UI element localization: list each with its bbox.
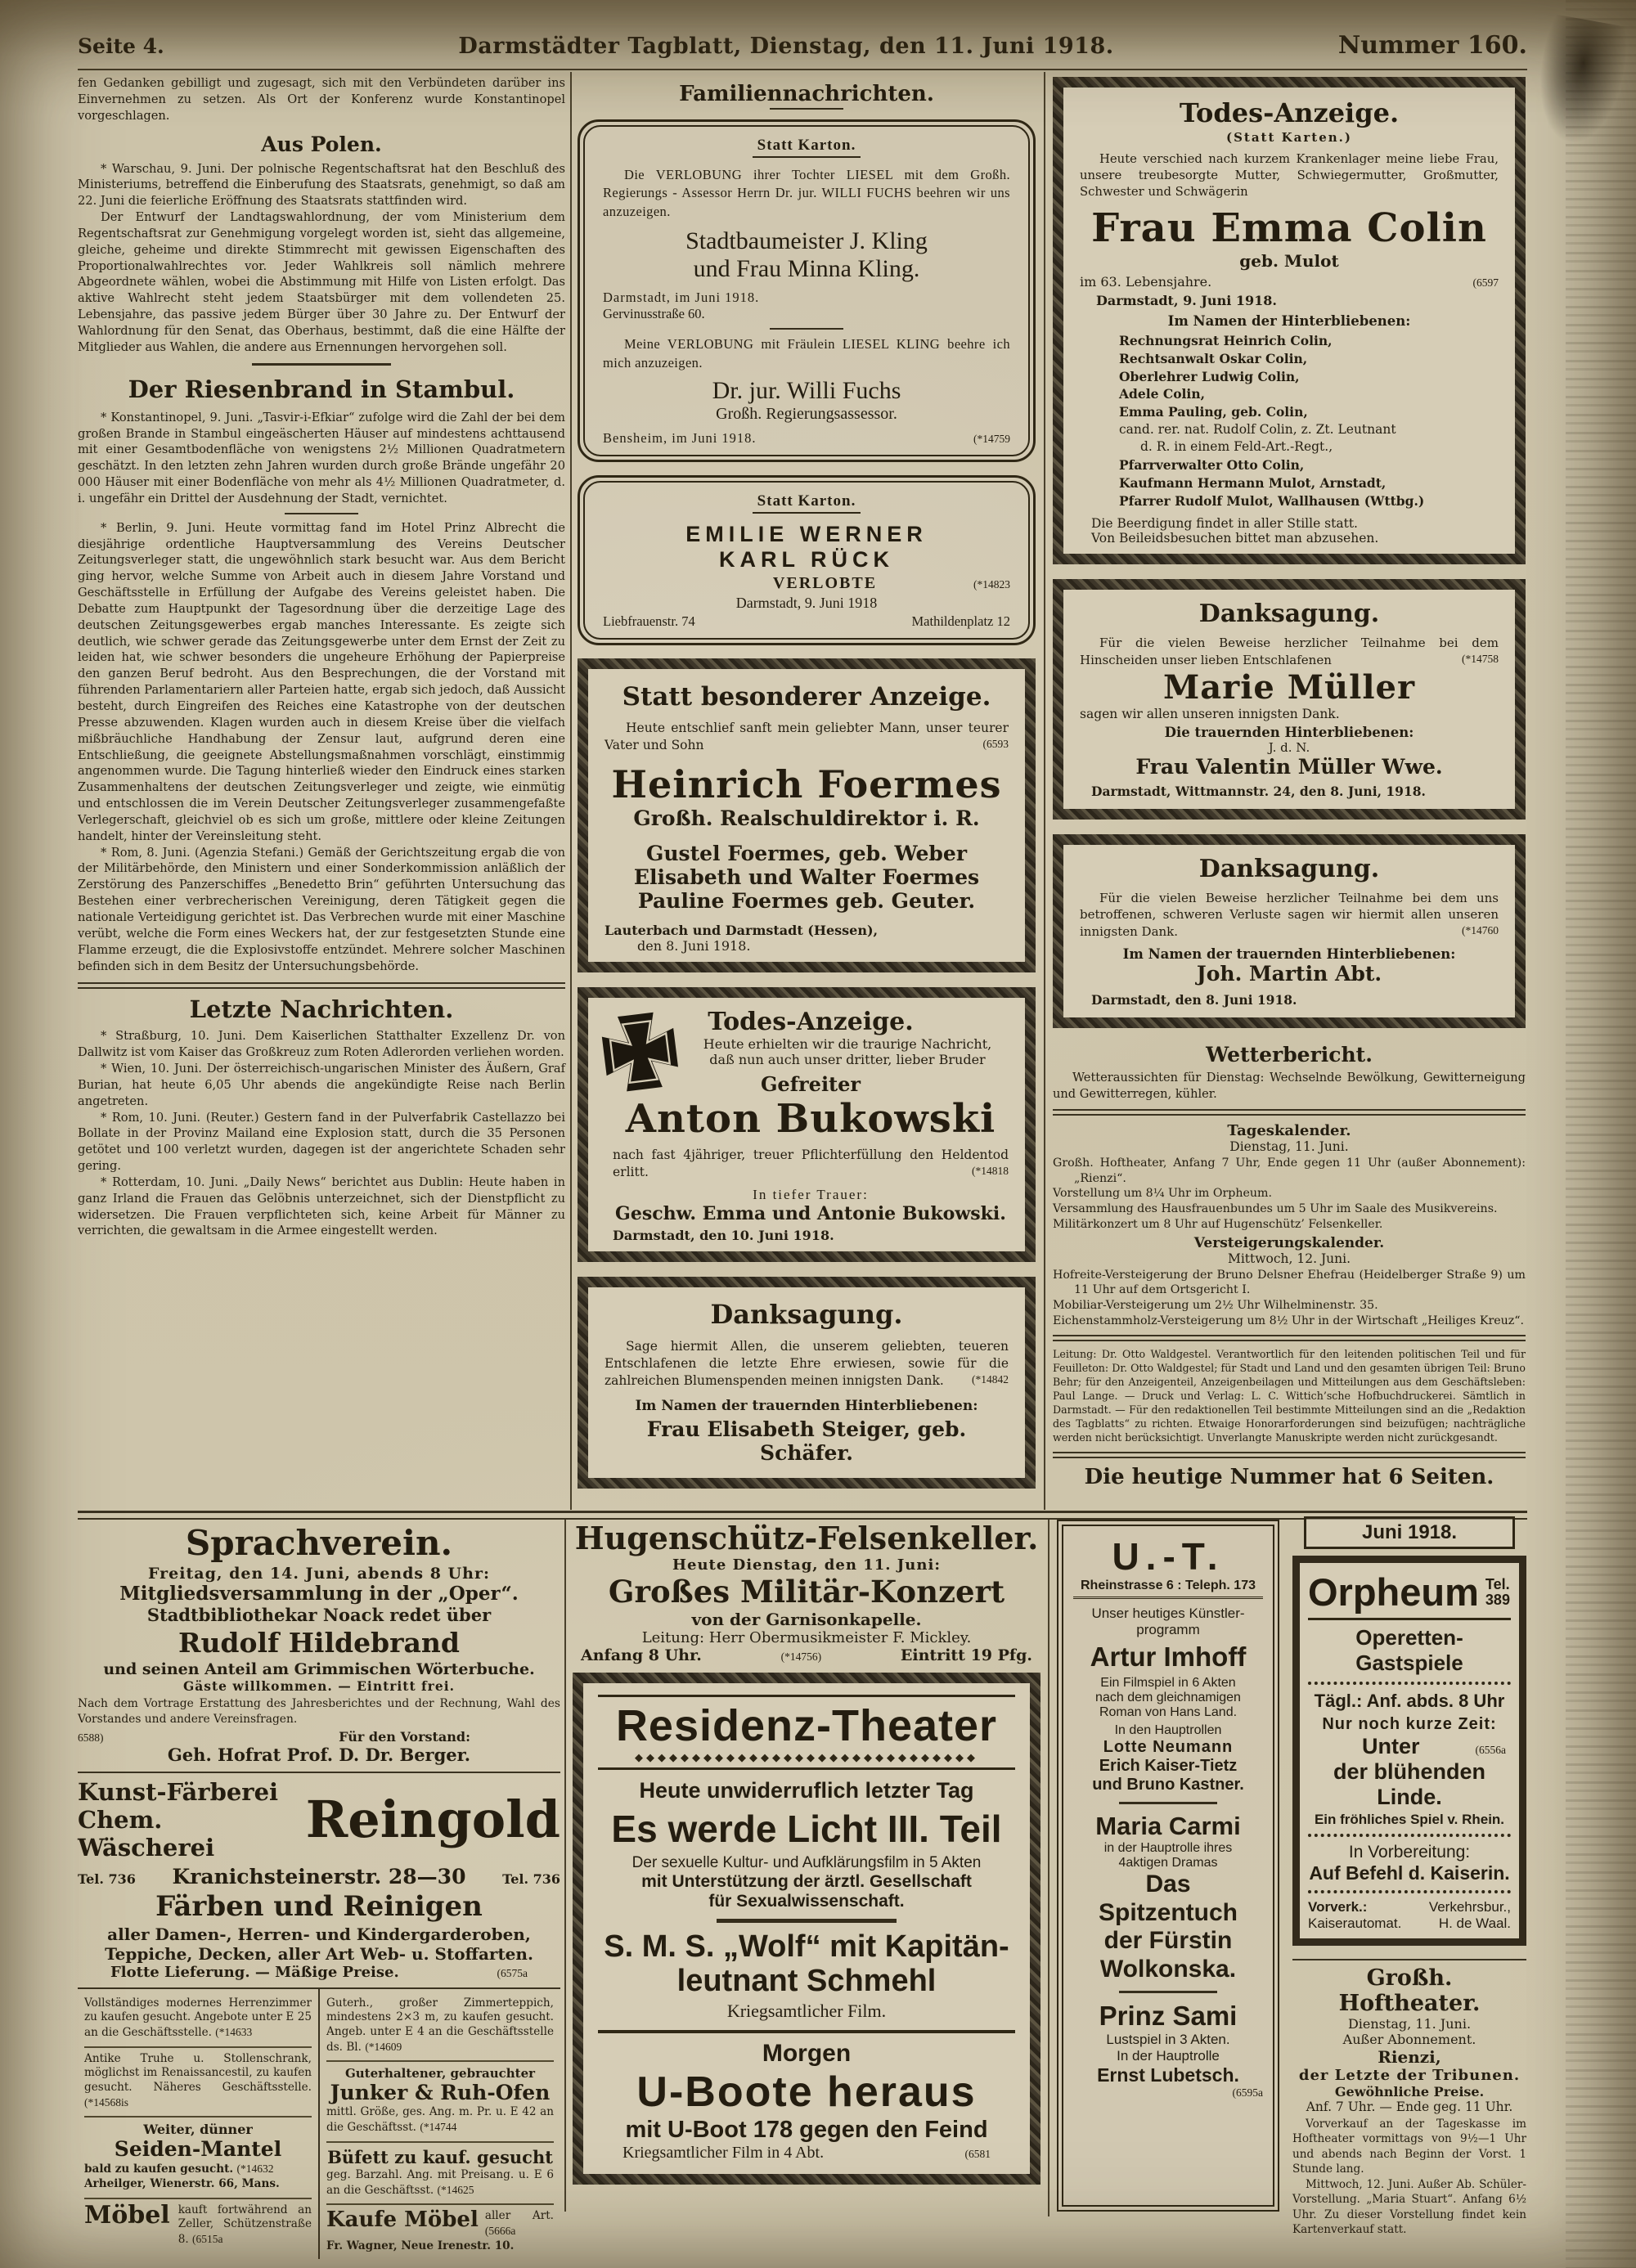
ad-residenz-theater — [573, 1673, 1040, 2185]
adjacent-page-text-fragments — [1566, 0, 1636, 2268]
classified-item: Weiter, dünner Seiden-Mantel bald zu kaufen gesucht. (*14632 Arheilger, Wienerstr. 66, Mans. — [84, 2118, 312, 2199]
calendar-entry: Hofreite-Versteigerung der Bruno Delsner Ehefrau (Heidelberger Straße 9) um 11 Uhr auf dem Ortsgericht I. — [1053, 1268, 1526, 1297]
divider — [78, 982, 565, 989]
adjacent-page-edge — [1526, 0, 1636, 2268]
thanks-notice-steiger — [578, 1277, 1036, 1489]
column-divider — [570, 72, 572, 1510]
classified-item: Möbel kauft fortwährend an Zeller, Schützenstraße 8. (6515a — [84, 2200, 312, 2247]
ad-date: Dienstag, 11. Juni. — [1347, 2016, 1472, 2032]
ad-line: In den Hauptrollen — [1114, 1723, 1222, 1737]
ad-code: 6588) — [78, 1731, 104, 1744]
ad-line: 4aktigen Dramas — [1118, 1856, 1218, 1870]
notice-place: Darmstadt, 9. Juni 1918 — [735, 595, 878, 612]
film-title: leutnant Schmehl — [676, 1963, 937, 1998]
play-title: der blühenden Linde. — [1333, 1759, 1485, 1809]
phone: Tel. 736 — [502, 1871, 560, 1887]
calendar-entry: Versammlung des Hausfrauenbundes um 5 Uhr im Saale des Musikvereins. — [1053, 1202, 1498, 1216]
calendar-date: Dienstag, 11. Juni. — [1229, 1138, 1349, 1154]
classified-item: Büfett zu kauf. gesucht geg. Barzahl. Ang. mit Preisang. u. E 6 an die Geschäftsst. (*14625 — [326, 2143, 554, 2205]
news-column — [78, 75, 565, 1239]
relative: d. R. in einem Feld-Art.-Regt., — [1140, 439, 1333, 455]
ad-time: Tägl.: Anf. abds. 8 Uhr — [1314, 1691, 1505, 1711]
calendar-title: Tageskalender. — [1227, 1121, 1351, 1139]
funeral-note: Von Beileidsbesuchen bittet man abzusehen. — [1091, 531, 1379, 546]
ad-hoftheater — [1292, 1959, 1526, 2238]
section-title-wetterbericht: Wetterbericht. — [1206, 1043, 1373, 1067]
death-notice-colin — [1053, 77, 1526, 564]
classified-item: Guterhaltener, gebrauchter Junker & Ruh-Ofen mittl. Größe, ges. Ang. m. Pr. u. E 42 an die Geschäftsst. (*14744 — [326, 2062, 554, 2143]
ad-ut-kino — [1057, 1520, 1279, 2212]
notice-text: nach fast 4jähriger, treuer Pflichterfüllung den Heldentod erlitt. (*14818 — [613, 1147, 1009, 1180]
ad-line: in der Hauptrolle ihres — [1103, 1841, 1233, 1855]
thanks-notice-mueller — [1053, 579, 1526, 820]
ad-line: Roman von Hans Land. — [1099, 1705, 1238, 1719]
theater-name: Orpheum — [1308, 1570, 1479, 1614]
ad-price: Eintritt 19 Pfg. — [900, 1646, 1032, 1664]
ad-signer: Geh. Hofrat Prof. D. Dr. Berger. — [167, 1744, 471, 1765]
initials-line: J. d. N. — [1268, 739, 1310, 755]
notice-subheader: (Statt Karten.) — [1225, 130, 1352, 145]
ad-line: Freitag, den 14. Juni, abends 8 Uhr: — [148, 1565, 490, 1583]
ad-line: Kunst-Färberei — [78, 1777, 279, 1806]
mourning-line: Die trauernden Hinterbliebenen: — [1164, 724, 1414, 740]
ad-service: Färben und Reinigen — [155, 1889, 483, 1923]
calendar-entry: Eichenstammholz-Versteigerung um 8½ Uhr in der Wirtschaft „Heiliges Kreuz“. — [1053, 1314, 1524, 1327]
auction-calendar-title: Versteigerungskalender. — [1193, 1234, 1385, 1251]
relative: Oberlehrer Ludwig Colin, — [1119, 368, 1300, 384]
ad-code: (6593 — [982, 738, 1009, 751]
divider — [1308, 1890, 1511, 1893]
classified-item: Guterh., großer Zimmerteppich, mindestens 2×3 m, zu kaufen gesucht. Angeb. unter E 4 an die Geschäftsstelle ds. Bl. (*14609 — [326, 1992, 554, 2063]
classified-item: Antike Truhe u. Stollenschrank, möglichst im Renaissancestil, zu kaufen gesucht. Näheres Geschäftsstelle. (*14568is — [84, 2048, 312, 2118]
paragraph: * Konstantinopel, 9. Juni. „Tasvir-i-Efkiar“ zufolge wird die Zahl der bei dem großen Brande in Stambul eingeäscherten Häuser auf mindestens achttausend mit einer Gesamtbodenfläche von wenigstens 2½ Millionen Quadratmetern geschätzt. In den letzten zehn Jahren wurden durch große Brände ungefähr 20 000 Häuser mit einer Bodenfläche von mehr als 4½ Millionen Quadratmeter, d. i. ungefähr ein Drittel der Ausdehnung der Stadt, vernichtet. — [78, 410, 565, 505]
ad-code: (*14759 — [973, 433, 1010, 446]
ad-line: Vorverk.: — [1308, 1899, 1368, 1915]
theater-name: Großh. Hoftheater. — [1338, 1965, 1481, 2016]
page-number: Seite 4. — [78, 34, 164, 58]
relative: Kaufmann Hermann Mulot, Arnstadt, — [1119, 474, 1387, 491]
ad-code: (*14758 — [1462, 652, 1499, 665]
mourner: Frau Elisabeth Steiger, geb. Schäfer. — [646, 1417, 967, 1465]
person-name: KARL RÜCK — [719, 547, 894, 573]
notice-text: Für die vielen Beweise herzlicher Teilnahme bei dem Hinscheiden unser lieben Entschlafenen (*14758 — [1080, 635, 1499, 667]
ad-line: In Vorbereitung: — [1348, 1843, 1471, 1862]
ad-line: Operetten-Gastspiele — [1355, 1625, 1463, 1675]
divider — [1308, 1682, 1511, 1685]
ad-line: Ein fröhliches Spiel v. Rhein. — [1314, 1812, 1505, 1827]
ad-line: Kriegsamtlicher Film in 4 Abt. — [622, 2143, 825, 2162]
notice-header: Statt Karton. — [753, 492, 861, 514]
mourning-line: In tiefer Trauer: — [753, 1186, 869, 1202]
divider — [770, 108, 843, 110]
ad-line: Teppiche, Decken, aller Art Web- u. Stoffarten. — [105, 1943, 533, 1964]
ad-code: (*14633 — [215, 2025, 253, 2038]
relative: Emma Pauling, geb. Colin, — [1119, 404, 1308, 420]
film-title: der Fürstin — [1103, 1927, 1233, 1954]
star-name: Artur Imhoff — [1090, 1641, 1247, 1672]
ad-person-name: Rudolf Hildebrand — [178, 1627, 460, 1659]
month-header: Juni 1918. — [1304, 1516, 1515, 1549]
ad-line: von der Garnisonkapelle. — [691, 1610, 922, 1629]
person-name: EMILIE WERNER — [685, 522, 928, 547]
notice-text: Sage hiermit Allen, die unserem geliebten, teueren Entschlafenen die letzte Ehre erwiesen, sowie für die zahlreichen Blumenspenden meinen innigsten Dank. (*14842 — [605, 1338, 1009, 1388]
announcer-title: Großh. Regierungsassessor. — [716, 405, 897, 424]
notice-place: Darmstadt, den 8. Juni 1918. — [1091, 992, 1297, 1008]
ad-line: Kriegsamtlicher Film. — [726, 2000, 887, 2021]
star-name: Prinz Sami — [1099, 2001, 1238, 2031]
notice-header: Todes-Anzeige. — [708, 1008, 914, 1037]
thanks-notice-abt — [1053, 834, 1526, 1028]
classifieds-right — [318, 1989, 560, 2260]
calendar-entry: Vorstellung um 8¼ Uhr im Orpheum. — [1053, 1187, 1272, 1201]
ad-code: (6556a — [1475, 1744, 1506, 1756]
ad-line: Heute unwiderruflich letzter Tag — [639, 1778, 974, 1803]
ad-line: aller Damen-, Herren- und Kindergarderoben, — [107, 1924, 531, 1944]
notice-text: Heute erhielten wir die traurige Nachricht, — [703, 1036, 992, 1053]
notice-place: Lauterbach und Darmstadt (Hessen), — [605, 923, 879, 939]
deceased-title: Großh. Realschuldirektor i. R. — [633, 806, 980, 831]
ornament-row: ◆◆◆◆◆◆◆◆◆◆◆◆◆◆◆◆◆◆◆◆◆◆◆◆◆◆◆◆◆◆ — [635, 1751, 978, 1763]
in-name-line: Im Namen der trauernden Hinterbliebenen: — [635, 1397, 978, 1414]
family-notices-column — [578, 79, 1036, 1503]
mourner: Elisabeth und Walter Foermes — [633, 865, 980, 890]
ad-line: für Sexualwissenschaft. — [708, 1892, 905, 1911]
weather-text: Wetteraussichten für Dienstag: Wechselnde Bewölkung, Gewitterneigung und Gewitterregen, kühler. — [1053, 1071, 1526, 1101]
engagement-notice-kling-fuchs — [578, 119, 1036, 462]
film-title: Es werde Licht III. Teil — [611, 1808, 1002, 1850]
ad-line: Gewöhnliche Preise. — [1334, 2084, 1485, 2100]
imprint: Leitung: Dr. Otto Waldgestel. Verantwortlich für den leitenden politischen Teil und für Feuilleton: Dr. Otto Waldgestel; für Stadt und Land und den gesamten übrigen Teil: Bruno Behr; für den Anzeigenteil, Anzeigenbeilagen und Mitteilungen aus dem Geschäftsleben: Paul Lange. — Druck und Verlag: L. C. Wittich’sche Hofbuchdruckerei. Sämtlich in Darmstadt. — Für den redaktionellen Teil bestimmte Mitteilungen sind an die „Redaktion des Tagblatts“ zu richten. Etwaige Honorarforderungen sind beizufügen; nachträgliche werden nicht berücksichtigt. Unverlangte Manuskripte werden nicht zurückgesandt. — [1053, 1348, 1526, 1444]
divider — [1053, 1335, 1526, 1341]
bottom-left-ads — [78, 1523, 560, 2259]
ad-line: mit U-Boot 178 gegen den Feind — [625, 2116, 988, 2143]
relative: Adele Colin, — [1119, 386, 1205, 402]
ad-line: Verkehrsbur., — [1428, 1899, 1511, 1915]
play-title: Auf Befehl d. Kaiserin. — [1309, 1862, 1510, 1884]
mourner: Pauline Foermes geb. Geuter. — [637, 889, 976, 914]
ad-text: Mittwoch, 12. Juni. Außer Ab. Schüler-Vorstellung. „Maria Stuart“. Anfang 6½ Uhr. Zu dieser Vorstellung findet kein Kartenverkauf statt. — [1292, 2177, 1526, 2237]
notice-header: Todes-Anzeige. — [1179, 97, 1400, 128]
relative: Pfarrer Rudolf Mulot, Wallhausen (Wttbg.) — [1119, 492, 1425, 509]
address: Mathildenplatz 12 — [911, 613, 1010, 630]
in-name-line: Im Namen der Hinterbliebenen: — [1167, 313, 1411, 330]
ad-time: Anf. 7 Uhr. — Ende geg. 11 Uhr. — [1306, 2100, 1513, 2114]
in-name-line: Im Namen der trauernden Hinterbliebenen: — [1122, 946, 1456, 963]
column-divider — [564, 1520, 566, 2212]
ad-reingold — [78, 1778, 560, 1981]
divider — [1119, 1991, 1217, 1993]
address: Rheinstrasse 6 : Teleph. 173 — [1073, 1579, 1263, 1599]
ad-line: und seinen Anteil am Grimmischen Wörterbuche. — [103, 1660, 535, 1678]
notice-place: Darmstadt, im Juni 1918. — [603, 290, 760, 306]
ad-line: Nur noch kurze Zeit: — [1322, 1715, 1497, 1733]
ad-code: (6597 — [1472, 276, 1499, 290]
notice-text: Heute verschied nach kurzem Krankenlager meine liebe Frau, unsere treubesorgte Mutter, Schwiegermutter, Großmutter, Schwester und Schwägerin — [1080, 152, 1499, 200]
address: Liebfrauenstr. 74 — [603, 613, 695, 630]
ad-time: Anfang 8 Uhr. — [581, 1646, 702, 1664]
divider — [1053, 1452, 1526, 1458]
notice-text: sagen wir allen unseren innigsten Dank. — [1080, 706, 1340, 721]
death-notice-foermes — [578, 658, 1036, 972]
ad-line: Stadtbibliothekar Noack redet über — [146, 1605, 492, 1625]
bottom-middle-ads — [573, 1520, 1040, 2199]
paragraph: * Rom, 8. Juni. (Agenzia Stefani.) Gemäß der Gerichtszeitung ergab die von der Militärbehörde, den Ministern und einer Sonderkommission anläßlich der Zerstörung des Panzerschiffes „Benedetto Brin“ geführten Untersuchung das Bestehen einer verbrecherischen Vereinigung, deren Tätigkeit gegen die nationale Verteidigung gerichtet ist. Das Verbrechen wurde mit einer Maschine verübt, welche die Form eines Weckers hat, der zur festgesetzten Stunde eine Flamme erzeugt, die die Explosivstoffe entzündet. Mehrere solcher Maschinen befinden sich in dem Besitz der Untersuchungsbehörde. — [78, 845, 565, 973]
play-title: Rienzi, — [1378, 2047, 1441, 2067]
relative: Rechnungsrat Heinrich Colin, — [1119, 333, 1333, 349]
notice-header: Danksagung. — [710, 1298, 903, 1330]
ad-code: (*14760 — [1462, 923, 1499, 936]
deceased-rank: Gefreiter — [760, 1072, 861, 1097]
divider — [285, 513, 358, 514]
section-title-familiennachrichten: Familiennachrichten. — [679, 82, 934, 106]
right-column — [1053, 77, 1526, 1491]
divider — [78, 1772, 560, 1773]
maiden-name: geb. Mulot — [1239, 251, 1339, 272]
bottom-right-ads — [1292, 1516, 1526, 2238]
mourner: Frau Valentin Müller Wwe. — [1135, 754, 1443, 779]
paragraph: fen Gedanken gebilligt und zugesagt, sich mit den Verbündeten darüber ins Einvernehmen zu setzen. Als Ort der Konferenz wurde Konstantinopel vorgeschlagen. — [78, 76, 565, 123]
ad-code: (6575a — [497, 1966, 528, 1979]
notice-text: daß nun auch unser dritter, lieber Bruder — [709, 1052, 986, 1068]
notice-header: Danksagung. — [1198, 600, 1380, 629]
paragraph: * Warschau, 9. Juni. Der polnische Regentschaftsrat hat den Beschluß des Ministeriums, betreffend die Einberufung des Staatsrats, genehmigt, so daß am 22. Juni die feierliche Eröffnung des Staatsrats stattfinden wird. — [78, 161, 565, 209]
classifieds — [78, 1987, 560, 2260]
notice-text: Für die vielen Beweise herzlicher Teilnahme bei dem uns betroffenen, schweren Verluste sagen wir hiermit allen unseren innigsten Dank. (*14760 — [1080, 890, 1499, 939]
engagement-notice-werner-rueck — [578, 475, 1036, 645]
ad-text: Vorverkauf an der Tageskasse im Hoftheater vormittags von 9½—1 Uhr und abends nach Beginn der Vorst. 1 Stunde lang. — [1292, 2118, 1526, 2176]
paragraph: * Wien, 10. Juni. Der österreichisch-ungarischen Minister des Äußern, Graf Burian, hat heute 6,05 Uhr abends die angekündigte Reise nach Berlin angetreten. — [78, 1062, 565, 1108]
notice-text: Heute entschlief sanft mein geliebter Mann, unser teurer Vater und Sohn (6593 — [605, 721, 1009, 753]
calendar-entry: Militärkonzert um 8 Uhr auf Hugenschütz’ Felsenkeller. — [1053, 1217, 1383, 1231]
ad-line: mit Unterstützung der ärztl. Gesellschaft — [641, 1872, 972, 1891]
calendar-entry: Mobiliar-Versteigerung um 2½ Uhr Wilhelminenstr. 35. — [1053, 1298, 1378, 1312]
paragraph: Der Entwurf der Landtagswahlordnung, der vom Ministerium dem Regentschaftsrat zur Genehmigung vorgelegt worden ist, sieht das allgemeine, gleiche, geheime und direkte Stimmrecht mit gewissen Eigenschaften des Proportionalwahlrechtes vor. Jeder Wahlkreis soll nämlich mehrere Abgeordnete wählen, wobei die Abstimmung mit Hilfe von Listen erfolgt. Das aktive Wahlrecht steht jedem Staatsbürger mit dem vollendeten 25. Lebensjahre, das passive jedem Bürger über 30 Jahre zu. Der Entwurf der Wahlordnung für den Senat, das Oberhaus, bestimmt, daß die eine Hälfte der Mitglieder aus Wahlen, die andere aus Ernennungen hervorgehen soll. — [78, 210, 565, 354]
cast-name: Erich Kaiser-Tietz — [1099, 1757, 1238, 1775]
ad-code: (*14568is — [84, 2095, 128, 2109]
ad-brand: Reingold — [305, 1789, 560, 1849]
relatives-list — [1119, 332, 1499, 510]
ad-line: Der sexuelle Kultur- und Aufklärungsfilm in 5 Akten — [631, 1854, 982, 1871]
cast-name: und Bruno Kastner. — [1092, 1776, 1244, 1794]
film-title: S. M. S. „Wolf“ mit Kapitän- — [604, 1929, 1009, 1964]
ad-text: Nach dem Vortrage Erstattung des Jahresberichtes und der Rechnung, Wahl des Vorstandes und andere Vereinsfragen. — [78, 1697, 560, 1726]
deceased-name: Frau Emma Colin — [1091, 205, 1487, 252]
ad-code: (*14818 — [972, 1165, 1009, 1178]
article-title-letzte-nachrichten: Letzte Nachrichten. — [189, 995, 454, 1024]
cast-name: Lotte Neumann — [1103, 1738, 1234, 1756]
ad-line: Lustspiel in 3 Akten. — [1106, 2032, 1230, 2047]
notice-header: Statt besonderer Anzeige. — [622, 682, 991, 712]
film-title: Das Spitzentuch — [1099, 1871, 1238, 1926]
article-title-aus-polen: Aus Polen. — [261, 132, 382, 156]
funeral-note: Die Beerdigung findet in aller Stille statt. — [1091, 516, 1358, 532]
classifieds-left — [78, 1989, 318, 2260]
paragraph: * Straßburg, 10. Juni. Dem Kaiserlichen Statthalter Exzellenz Dr. von Dallwitz ist vom Kaiser das Großkreuz zum Roten Adlerorden verliehen worden. — [78, 1029, 565, 1060]
ad-line: Gäste willkommen. — Eintritt frei. — [182, 1678, 455, 1694]
paragraph: * Rom, 10. Juni. (Reuter.) Gestern fand in der Pulverfabrik Castellazzo bei Bollate in der Provinz Mailand eine Explosion statt, durch die 35 Personen getötet und 100 verletzt wurden, dagegen ist der angerichtete Schaden sehr gering. — [78, 1110, 565, 1174]
cast-name: Ernst Lubetsch. — [1097, 2064, 1239, 2086]
ad-line: Außer Abonnement. — [1342, 2032, 1476, 2047]
notice-date: den 8. Juni 1918. — [637, 938, 751, 954]
age-line: im 63. Lebensjahre. — [1080, 274, 1212, 290]
mourner: Joh. Martin Abt. — [1196, 962, 1382, 986]
phone: Tel. 736 — [78, 1871, 136, 1887]
announcer-name: und Frau Minna Kling. — [693, 255, 920, 283]
ad-line: Leitung: Herr Obermusikmeister F. Mickley. — [641, 1629, 972, 1646]
masthead-title: Darmstädter Tagblatt, Dienstag, den 11. Juni 1918. — [458, 34, 1114, 59]
ad-orpheum — [1292, 1556, 1526, 1946]
notice-text: Die VERLOBUNG ihrer Tochter LIESEL mit dem Großh. Regierungs - Assessor Herrn Dr. jur. WILLI FUCHS beehren wir uns anzuzeigen. — [603, 167, 1010, 219]
ad-date: Heute Dienstag, den 11. Juni: — [672, 1556, 941, 1574]
divider — [1119, 1802, 1217, 1804]
ad-line: programm — [1136, 1622, 1200, 1637]
film-title: U-Boote heraus — [636, 2068, 977, 2116]
star-name: Maria Carmi — [1095, 1812, 1241, 1840]
relative: Pfarrverwalter Otto Colin, — [1119, 457, 1305, 474]
play-title: Unter — [1362, 1734, 1420, 1758]
notice-header: Statt Karton. — [753, 137, 861, 158]
ad-code: (*14842 — [972, 1372, 1009, 1386]
ad-title: Sprachverein. — [185, 1523, 453, 1563]
weather-report — [1053, 1043, 1526, 1103]
ad-line: In der Hauptrolle — [1117, 2048, 1220, 2064]
death-notice-bukowski — [578, 987, 1036, 1261]
ad-sprachverein — [78, 1523, 560, 1765]
ad-line: Kaiserautomat. — [1308, 1915, 1402, 1931]
divider — [598, 2030, 1015, 2033]
film-title: Wolkonska. — [1099, 1955, 1237, 1983]
auction-calendar-date: Mittwoch, 12. Juni. — [1227, 1251, 1351, 1266]
divider — [252, 363, 391, 366]
divider — [770, 328, 843, 330]
divider — [1053, 1109, 1526, 1116]
ad-line: Für den Vorstand: — [339, 1728, 470, 1745]
address: Kranichsteinerstr. 28—30 — [172, 1864, 466, 1889]
paragraph: * Berlin, 9. Juni. Heute vormittag fand im Hotel Prinz Albrecht die diesjährige ordentliche Hauptversammlung des Vereins Deutscher Zeitungsverleger statt, die ungewöhnlich stark besucht war. Aus dem Bericht ging hervor, welche Summe von Arbeit auch in diesem Jahre Vorstand und Geschäftsstelle in Erfüllung der Aufgabe des Vereins geleistet haben. Die Debatte zum Hauptpunkt der Tagesordnung über die derzeitige Lage des deutschen Zeitungsgewerbes ergab manches Interessante. Es zeigte sich deutlich, wie schwer gerade das Zeitungsgewerbe unter dem Ernst der Zeit zu leiden hat, wie schwer besonders die ungeheure Erhöhung der Papierpreise den ganzen Beruf bedroht. Aus den Besprechungen, die der Vorstand mit führenden Parlamentariern aller Parteien hatte, ergab sich jedoch, daß Aussicht besteht, durch Eingreifen des Reiches eine Katastrophe von der deutschen Presse abzuwenden. Klagen wurden auch in diesem Kreise über die vielfach mißbräuchliche Handhabung der Zensur laut, aufgrund deren eine Entschließung, die geeignete Abstellungsmaßnahmen vorschlägt, einstimmig angenommen wurde. Die Tagung hinterließ wieder den Eindruck eines starken Zusammenhaltens der deutschen Zeitungsverleger und zeigte, wie einmütig und entschlossen die im Verein Deutscher Zeitungsverleger zusammengefaßte Verlegerschaft, gleichviel ob es sich um große, mittlere oder kleine Zeitungen handelt, hinter der Vereinsleitung steht. — [78, 520, 565, 843]
ad-line: Chem. Wäscherei — [78, 1805, 215, 1862]
ad-line: Ein Filmspiel in 6 Akten — [1100, 1676, 1236, 1690]
ad-code: (6595a — [1232, 2086, 1263, 2099]
issue-number: Nummer 160. — [1337, 31, 1527, 60]
ad-line: Mitgliedsversammlung in der „Oper“. — [119, 1583, 519, 1605]
status-label: VERLOBTE — [772, 574, 878, 593]
notice-place: Darmstadt, Wittmannstr. 24, den 8. Juni, 1918. — [1091, 783, 1426, 799]
notice-text: Meine VERLOBUNG mit Fräulein LIESEL KLING beehre ich mich anzuzeigen. — [603, 336, 1010, 371]
ad-line: Unser heutiges Künstler- — [1091, 1606, 1245, 1621]
column-divider — [1044, 72, 1045, 1510]
classified-item: Vollständiges modernes Herrenzimmer zu kaufen gesucht. Angebote unter E 25 an die Geschäftsstelle. (*14633 — [84, 1992, 312, 2048]
ad-code: (*14823 — [973, 578, 1010, 591]
ad-line: H. de Waal. — [1438, 1915, 1511, 1931]
relative: Rechtsanwalt Oskar Colin, — [1119, 351, 1308, 367]
classified-item: Kaufe Möbel aller Art. (5666a Fr. Wagner, Neue Irenestr. 10. — [326, 2207, 554, 2252]
calendar-entry: Großh. Hoftheater, Anfang 7 Uhr, Ende gegen 11 Uhr (außer Abonnement): „Rienzi“. — [1053, 1156, 1526, 1185]
cinema-name: U.-T. — [1112, 1535, 1225, 1578]
phone: Tel. 389 — [1485, 1575, 1510, 1608]
ad-title: Hugenschütz-Felsenkeller. — [574, 1520, 1039, 1556]
column-divider — [1048, 1520, 1049, 2216]
day-calendar — [1053, 1122, 1526, 1329]
page-header — [78, 31, 1527, 60]
ad-line: nach dem gleichnamigen — [1095, 1691, 1241, 1704]
article-title-stambul: Der Riesenbrand in Stambul. — [128, 375, 515, 403]
iron-cross-icon — [595, 1007, 687, 1106]
ad-code: (6581 — [964, 2147, 991, 2160]
deceased-name: Marie Müller — [1162, 667, 1416, 707]
ad-event: Großes Militär-Konzert — [608, 1574, 1005, 1610]
ad-hugenschuetz-konzert — [573, 1520, 1040, 1664]
mourner: Geschw. Emma und Antonie Bukowski. — [615, 1202, 1006, 1224]
announcer-name: Dr. jur. Willi Fuchs — [712, 377, 901, 405]
deceased-name: Anton Bukowski — [625, 1096, 996, 1143]
pages-notice: Die heutige Nummer hat 6 Seiten. — [1084, 1464, 1494, 1489]
notice-place: Darmstadt, den 10. Juni 1918. — [613, 1227, 834, 1243]
deceased-name: Heinrich Foermes — [611, 762, 1002, 807]
notice-place: Bensheim, im Juni 1918. — [603, 430, 757, 447]
announcer-name: Stadtbaumeister J. Kling — [685, 227, 928, 255]
divider — [1308, 1834, 1511, 1837]
divider — [717, 1919, 897, 1923]
notice-street: Gervinusstraße 60. — [603, 306, 705, 322]
notice-place: Darmstadt, 9. Juni 1918. — [1096, 293, 1277, 309]
mourner: Gustel Foermes, geb. Weber — [645, 842, 967, 866]
notice-header: Danksagung. — [1198, 854, 1380, 883]
relative: cand. rer. nat. Rudolf Colin, z. Zt. Leutnant — [1119, 421, 1396, 437]
ad-line: Morgen — [762, 2039, 852, 2067]
paragraph: * Rotterdam, 10. Juni. „Daily News“ berichtet aus Dublin: Heute haben in ganz Irland die Frauen das Gelöbnis unterzeichnet, sich der Dienstpflicht zu widersetzen. Die Frauen verpflichteten sich, keine Arbeit für Männer zu verrichten, die gewaltsam in die Armee eingestellt werden. — [78, 1174, 565, 1238]
ad-line: Flotte Lieferung. — Mäßige Preise. — [110, 1963, 399, 1981]
play-subtitle: der Letzte der Tribunen. — [1298, 2067, 1521, 2084]
cinema-name: Residenz-Theater — [615, 1701, 998, 1750]
header-rule — [78, 69, 1527, 70]
ad-code: (*14756) — [780, 1650, 822, 1663]
